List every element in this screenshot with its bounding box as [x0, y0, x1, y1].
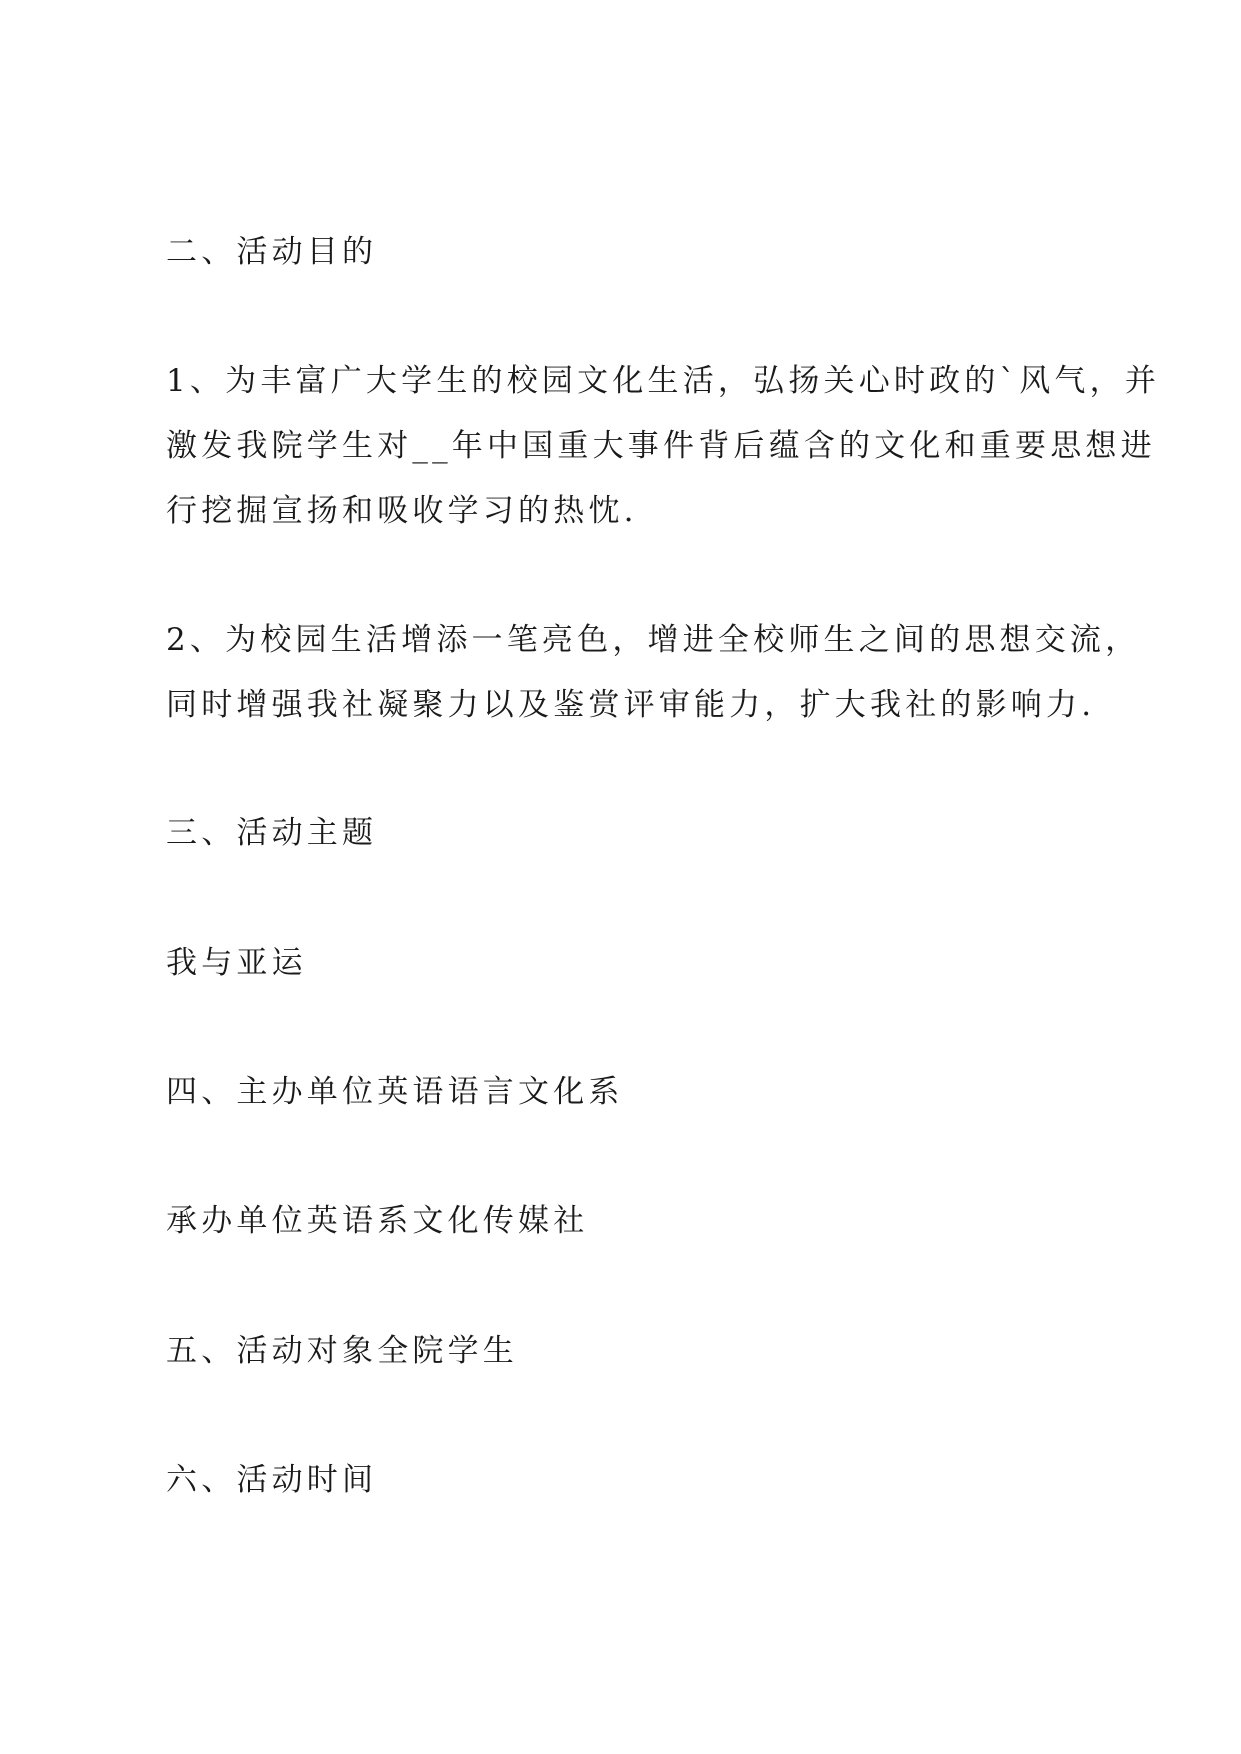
purpose-2-line-1: 2、为校园生活增添一笔亮色，增进全校师生之间的思想交流， [166, 622, 1141, 658]
section-3-heading: 三、活动主题 [166, 815, 378, 851]
purpose-1-line-2: 激发我院学生对__年中国重大事件背后蕴含的文化和重要思想进 [166, 428, 1156, 464]
co-organizer-text: 承办单位英语系文化传媒社 [166, 1203, 589, 1239]
purpose-1-line-1: 1、为丰富广大学生的校园文化生活，弘扬关心时政的`风气，并 [166, 363, 1161, 399]
theme-text: 我与亚运 [166, 945, 307, 981]
purpose-2-line-2: 同时增强我社凝聚力以及鉴赏评审能力，扩大我社的影响力. [166, 687, 1096, 723]
purpose-1-line-3: 行挖掘宣扬和吸收学习的热忱. [166, 493, 638, 529]
section-2-heading: 二、活动目的 [166, 234, 378, 270]
section-6-heading: 六、活动时间 [166, 1462, 378, 1498]
section-5-participants: 五、活动对象全院学生 [166, 1333, 518, 1369]
section-4-organizer: 四、主办单位英语语言文化系 [166, 1074, 624, 1110]
